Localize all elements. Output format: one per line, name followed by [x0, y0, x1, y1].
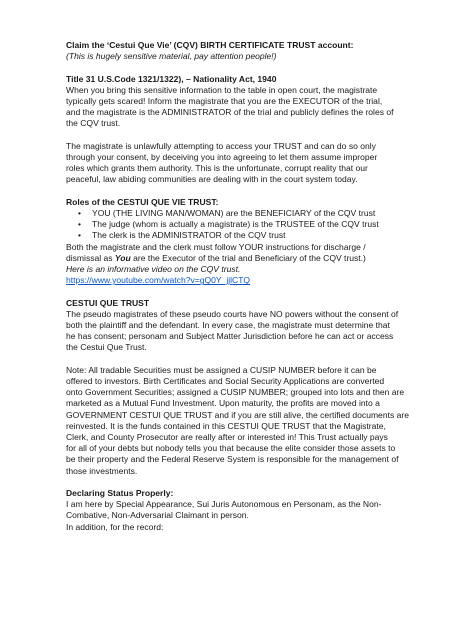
paragraph-line: GOVERNMENT CESTUI QUE TRUST and if you are still alive, the certified documents are	[66, 409, 409, 420]
text-run: dismissal as	[66, 252, 115, 263]
paragraph-line: for all of your debts but nobody tells you that because the elite consider those assets to	[66, 443, 396, 454]
video-intro: Here is an informative video on the CQV trust.	[66, 264, 241, 275]
paragraph-line: Combative, Non-Adversarial Claimant in person.	[66, 510, 249, 521]
list-item: • YOU (THE LIVING MAN/WOMAN) are the BENEFICIARY of the CQV trust	[78, 208, 426, 219]
paragraph-line: typically gets scared! Inform the magistrate that you are the EXECUTOR of the trial,	[66, 96, 383, 106]
paragraph-line	[66, 253, 426, 264]
emphasis-you: You	[114, 252, 131, 263]
cestui-heading: CESTUI QUE TRUST	[66, 297, 150, 308]
paragraph-line: reinvested. It is the funds contained in this CESTUI QUE TRUST that the Magistrate,	[66, 420, 386, 431]
document-page	[66, 40, 426, 533]
law-heading: Title 31 U.S.Code 1321/1322), – Nationality Act, 1940	[66, 73, 277, 84]
paragraph-line: In addition, for the record:	[66, 521, 164, 532]
list-item: • The judge (whom is actually a magistrate) is the TRUSTEE of the CQV trust	[78, 219, 426, 230]
paragraph-line: the CQV trust.	[66, 118, 121, 129]
paragraph-line: and the magistrate is the ADMINISTRATOR of the trial and publicly defines the roles of	[66, 107, 394, 118]
video-link[interactable]: https://www.youtube.com/watch?v=gQ0Y_jjlCTQ	[66, 275, 251, 286]
paragraph-line: offered to investors. Birth Certificates and Social Security Applications are converted	[66, 376, 385, 387]
paragraph-line: those investments.	[66, 465, 138, 476]
paragraph-line: When you bring this sensitive information to the table in open court, the magistrate	[66, 84, 378, 95]
paragraph-line: I am here by Special Appearance, Sui Juris Autonomous en Personam, as the Non-	[66, 499, 382, 510]
paragraph-line: Both the magistrate and the clerk must follow YOUR instructions for discharge /	[66, 241, 366, 252]
paragraph-line: marketed as a Mutual Fund Investment. Upon maturity, the profits are moved into a	[66, 398, 380, 409]
document-title: Claim the ‘Cestui Que Vie’ (CQV) BIRTH CERTIFICATE TRUST account:	[66, 40, 354, 50]
paragraph-line: Clerk, and County Prosecutor are really after or interested in! This Trust actually pays	[66, 432, 388, 443]
paragraph-line: Note: All tradable Securities must be assigned a CUSIP NUMBER before it can be	[66, 364, 377, 375]
paragraph-line: The magistrate is unlawfully attempting to access your TRUST and can do so only	[66, 140, 376, 151]
paragraph-line: be their property and the Federal Reserve System is responsible for the management of	[66, 454, 399, 465]
paragraph-line: roles which grants them authority. This is the unfortunate, corrupt reality that our	[66, 163, 368, 174]
roles-list	[66, 208, 426, 242]
paragraph-line: peaceful, law abiding communities are dealing with in the court system today.	[66, 174, 358, 185]
paragraph-line: the Cestui Que Trust.	[66, 342, 147, 353]
document-subtitle: (This is hugely sensitive material, pay attention people!)	[66, 51, 277, 62]
text-run: are the Executor of the trial and Beneficiary of the CQV trust.)	[130, 252, 366, 263]
paragraph-line: onto Government Securities; assigned a CUSIP NUMBER; grouped into lots and then are	[66, 387, 405, 398]
list-item: • The clerk is the ADMINISTRATOR of the CQV trust	[78, 230, 426, 241]
paragraph-line: both the plaintiff and the defendant. In every case, the magistrate must determine that	[66, 320, 390, 331]
roles-heading: Roles of the CESTUI QUE VIE TRUST:	[66, 196, 219, 207]
paragraph-line: he has consent; personam and Subject Matter Jurisdiction before he can act or access	[66, 331, 394, 342]
paragraph-line: through your consent, by deceiving you into agreeing to let them assume improper	[66, 152, 378, 162]
paragraph-line: The pseudo magistrates of these pseudo courts have NO powers without the consent of	[66, 308, 399, 319]
declaring-heading: Declaring Status Properly:	[66, 488, 174, 499]
